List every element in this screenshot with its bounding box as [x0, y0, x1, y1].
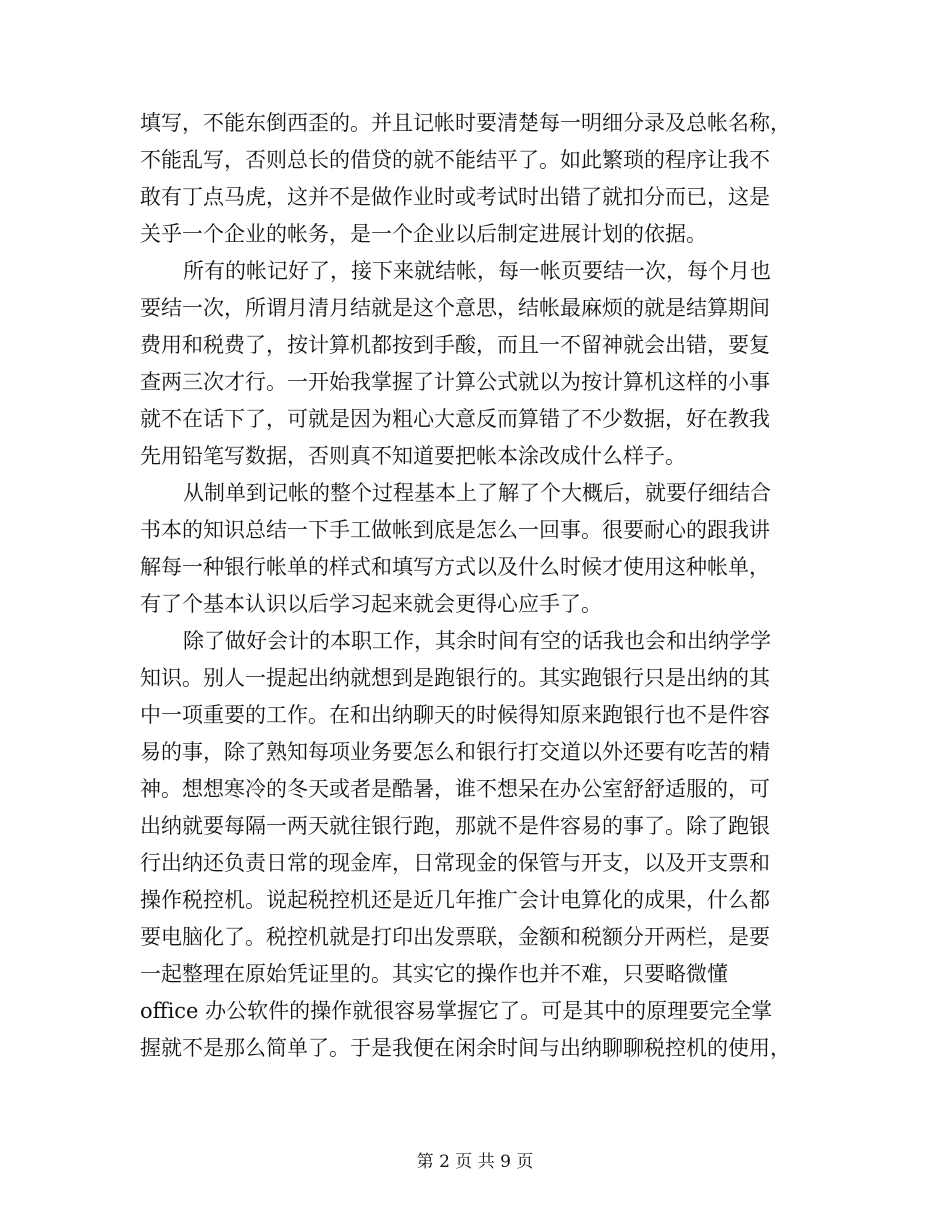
- text-line: 不能乱写，否则总长的借贷的就不能结平了。如此繁琐的程序让我不: [140, 148, 770, 172]
- page-number-footer: 第 2 页 共 9 页: [416, 1152, 534, 1172]
- text-line: 易的事，除了熟知每项业务要怎么和银行打交道以外还要有吃苦的精: [140, 740, 770, 764]
- text-line: 要结一次，所谓月清月结就是这个意思，结帐最麻烦的就是结算期间: [140, 296, 770, 320]
- text-line: 费用和税费了，按计算机都按到手酸，而且一不留神就会出错，要复: [140, 333, 770, 357]
- text-line: 知识。别人一提起出纳就想到是跑银行的。其实跑银行只是出纳的其: [140, 666, 770, 690]
- text-line: 操作税控机。说起税控机还是近几年推广会计电算化的成果，什么都: [140, 888, 770, 912]
- text-line: 中一项重要的工作。在和出纳聊天的时候得知原来跑银行也不是件容: [140, 703, 770, 727]
- text-line: office 办公软件的操作就很容易掌握它了。可是其中的原理要完全掌: [140, 999, 773, 1023]
- body-text: [140, 105, 805, 1067]
- text-line: 要电脑化了。税控机就是打印出发票联，金额和税额分开两栏，是要: [140, 925, 770, 949]
- text-line: 先用铅笔写数据，否则真不知道要把帐本涂改成什么样子。: [140, 444, 686, 468]
- text-line: 出纳就要每隔一两天就往银行跑，那就不是件容易的事了。除了跑银: [140, 814, 770, 838]
- text-line: 有了个基本认识以后学习起来就会更得心应手了。: [140, 592, 602, 616]
- text-line: 行出纳还负责日常的现金库，日常现金的保管与开支，以及开支票和: [140, 851, 770, 875]
- text-line: 填写，不能东倒西歪的。并且记帐时要清楚每一明细分录及总帐名称，: [140, 111, 791, 135]
- text-line: 关乎一个企业的帐务，是一个企业以后制定进展计划的依据。: [140, 222, 707, 246]
- text-line: 解每一种银行帐单的样式和填写方式以及什么时候才使用这种帐单，: [140, 555, 770, 579]
- text-line: 书本的知识总结一下手工做帐到底是怎么一回事。很要耐心的跟我讲: [140, 518, 770, 542]
- text-line: 查两三次才行。一开始我掌握了计算公式就以为按计算机这样的小事: [140, 370, 770, 394]
- text-line: 一起整理在原始凭证里的。其实它的操作也并不难，只要略微懂: [140, 962, 728, 986]
- paragraph-first-line: 除了做好会计的本职工作，其余时间有空的话我也会和出纳学学: [183, 629, 771, 653]
- text-line: 就不在话下了，可就是因为粗心大意反而算错了不少数据，好在教我: [140, 407, 770, 431]
- text-line: 神。想想寒冷的冬天或者是酷暑，谁不想呆在办公室舒舒适服的，可: [140, 777, 770, 801]
- text-line: 敢有丁点马虎，这并不是做作业时或考试时出错了就扣分而已，这是: [140, 185, 770, 209]
- text-line: 握就不是那么简单了。于是我便在闲余时间与出纳聊聊税控机的使用，: [140, 1036, 791, 1060]
- paragraph-first-line: 所有的帐记好了，接下来就结帐，每一帐页要结一次，每个月也: [183, 259, 771, 283]
- paragraph-first-line: 从制单到记帐的整个过程基本上了解了个大概后，就要仔细结合: [183, 481, 771, 505]
